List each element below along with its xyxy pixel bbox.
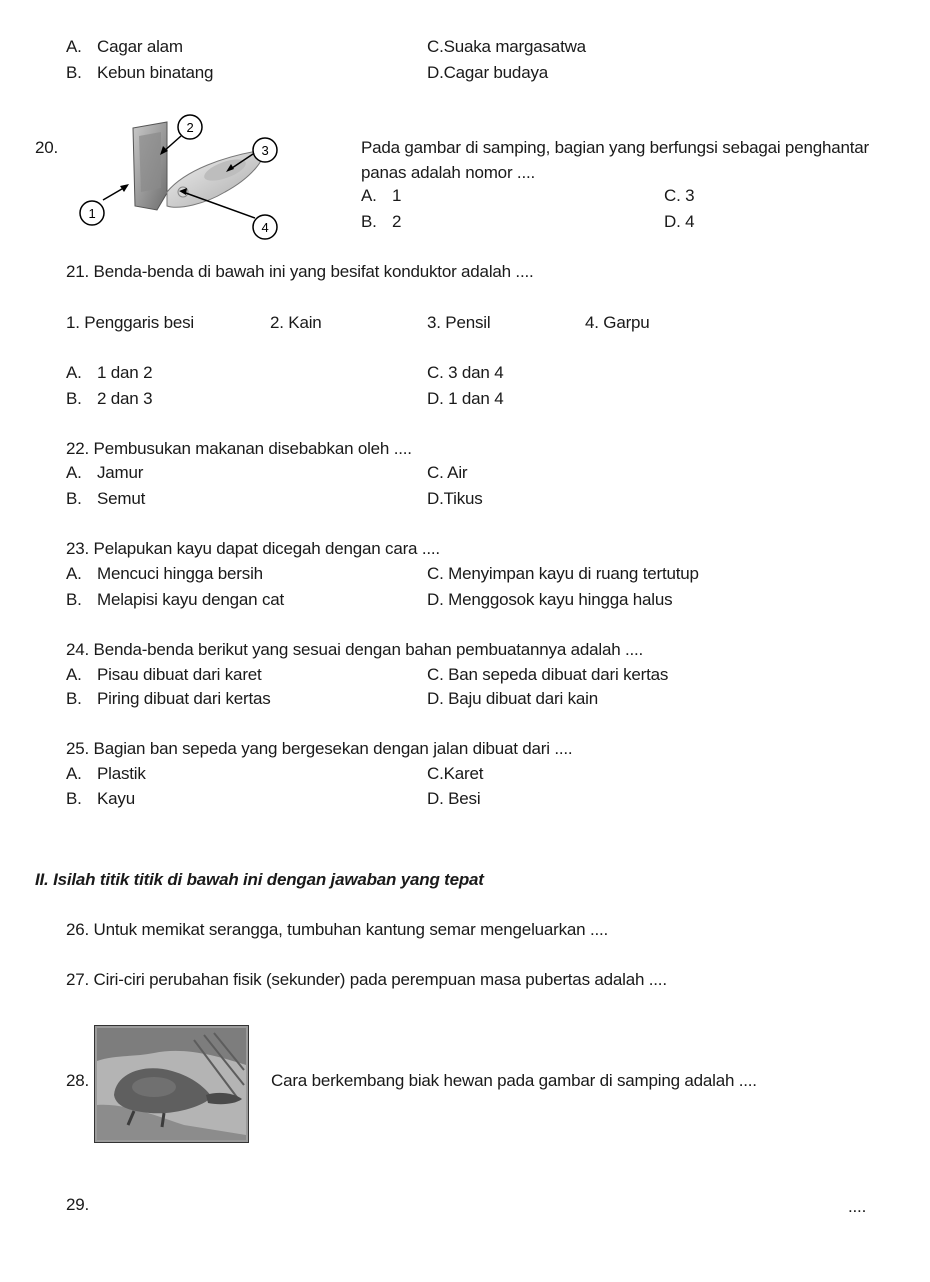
q29-dots: ....	[848, 1197, 867, 1216]
q19-option-a-letter: A.	[66, 37, 82, 56]
q24-option-a: Pisau dibuat dari karet	[97, 665, 262, 684]
q19-option-b: Kebun binatang	[97, 63, 214, 82]
q25-option-d: D. Besi	[427, 789, 481, 808]
q20-option-d: D. 4	[664, 212, 695, 231]
iron-figure	[75, 108, 290, 243]
q21-option-a: 1 dan 2	[97, 363, 153, 382]
q20-option-a-letter: A.	[361, 186, 377, 205]
q22-option-a-letter: A.	[66, 463, 82, 482]
q21-item-4: 4. Garpu	[585, 313, 650, 332]
q23-question: 23. Pelapukan kayu dapat dicegah dengan cara ....	[66, 539, 440, 558]
section-2-heading: II. Isilah titik titik di bawah ini dengan jawaban yang tepat	[35, 870, 484, 889]
platypus-photo	[94, 1025, 249, 1143]
q26-question: 26. Untuk memikat serangga, tumbuhan kantung semar mengeluarkan ....	[66, 920, 609, 939]
q25-option-a: Plastik	[97, 764, 146, 783]
figure-label-3: 3	[261, 143, 269, 158]
q19-option-b-letter: B.	[66, 63, 82, 82]
q20-option-c: C. 3	[664, 186, 695, 205]
q22-option-a: Jamur	[97, 463, 144, 482]
q28-question: Cara berkembang biak hewan pada gambar di samping adalah ....	[271, 1071, 757, 1090]
q25-question: 25. Bagian ban sepeda yang bergesekan dengan jalan dibuat dari ....	[66, 739, 573, 758]
q20-option-b-letter: B.	[361, 212, 377, 231]
q25-option-b: Kayu	[97, 789, 135, 808]
q24-option-b-letter: B.	[66, 689, 82, 708]
figure-label-2: 2	[186, 120, 194, 135]
q23-option-d: D. Menggosok kayu hingga halus	[427, 590, 673, 609]
figure-label-1: 1	[88, 206, 96, 221]
q21-option-d: D. 1 dan 4	[427, 389, 504, 408]
q25-option-c: C.Karet	[427, 764, 484, 783]
q21-option-c: C. 3 dan 4	[427, 363, 504, 382]
q22-option-b-letter: B.	[66, 489, 82, 508]
q22-option-b: Semut	[97, 489, 146, 508]
q19-option-d: D.Cagar budaya	[427, 63, 548, 82]
q19-option-a: Cagar alam	[97, 37, 183, 56]
q24-option-c: C. Ban sepeda dibuat dari kertas	[427, 665, 669, 684]
q21-option-a-letter: A.	[66, 363, 82, 382]
q27-question: 27. Ciri-ciri perubahan fisik (sekunder) pada perempuan masa pubertas adalah ....	[66, 970, 667, 989]
q22-option-d: D.Tikus	[427, 489, 483, 508]
q23-option-a-letter: A.	[66, 564, 82, 583]
q24-option-a-letter: A.	[66, 665, 82, 684]
q21-option-b: 2 dan 3	[97, 389, 153, 408]
q25-option-a-letter: A.	[66, 764, 82, 783]
q21-question: 21. Benda-benda di bawah ini yang besifat konduktor adalah ....	[66, 262, 534, 281]
q23-option-c: C. Menyimpan kayu di ruang tertutup	[427, 564, 699, 583]
q22-option-c: C. Air	[427, 463, 468, 482]
q20-option-b: 2	[392, 212, 402, 231]
q21-item-1: 1. Penggaris besi	[66, 313, 194, 332]
q20-question-line1: Pada gambar di samping, bagian yang berfungsi sebagai penghantar	[361, 138, 869, 157]
q19-option-c: C.Suaka margasatwa	[427, 37, 586, 56]
q23-option-b-letter: B.	[66, 590, 82, 609]
q23-option-a: Mencuci hingga bersih	[97, 564, 263, 583]
q23-option-b: Melapisi kayu dengan cat	[97, 590, 285, 609]
q29-number: 29.	[66, 1195, 90, 1214]
q21-option-b-letter: B.	[66, 389, 82, 408]
figure-label-4: 4	[261, 220, 269, 235]
q20-option-a: 1	[392, 186, 402, 205]
q21-item-2: 2. Kain	[270, 313, 322, 332]
q21-item-3: 3. Pensil	[427, 313, 491, 332]
q22-question: 22. Pembusukan makanan disebabkan oleh ....	[66, 439, 412, 458]
q24-question: 24. Benda-benda berikut yang sesuai dengan bahan pembuatannya adalah ....	[66, 640, 644, 659]
q24-option-d: D. Baju dibuat dari kain	[427, 689, 598, 708]
q20-number: 20.	[35, 138, 59, 157]
q20-question-line2: panas adalah nomor ....	[361, 163, 536, 182]
q28-number: 28.	[66, 1071, 90, 1090]
q24-option-b: Piring dibuat dari kertas	[97, 689, 271, 708]
q25-option-b-letter: B.	[66, 789, 82, 808]
